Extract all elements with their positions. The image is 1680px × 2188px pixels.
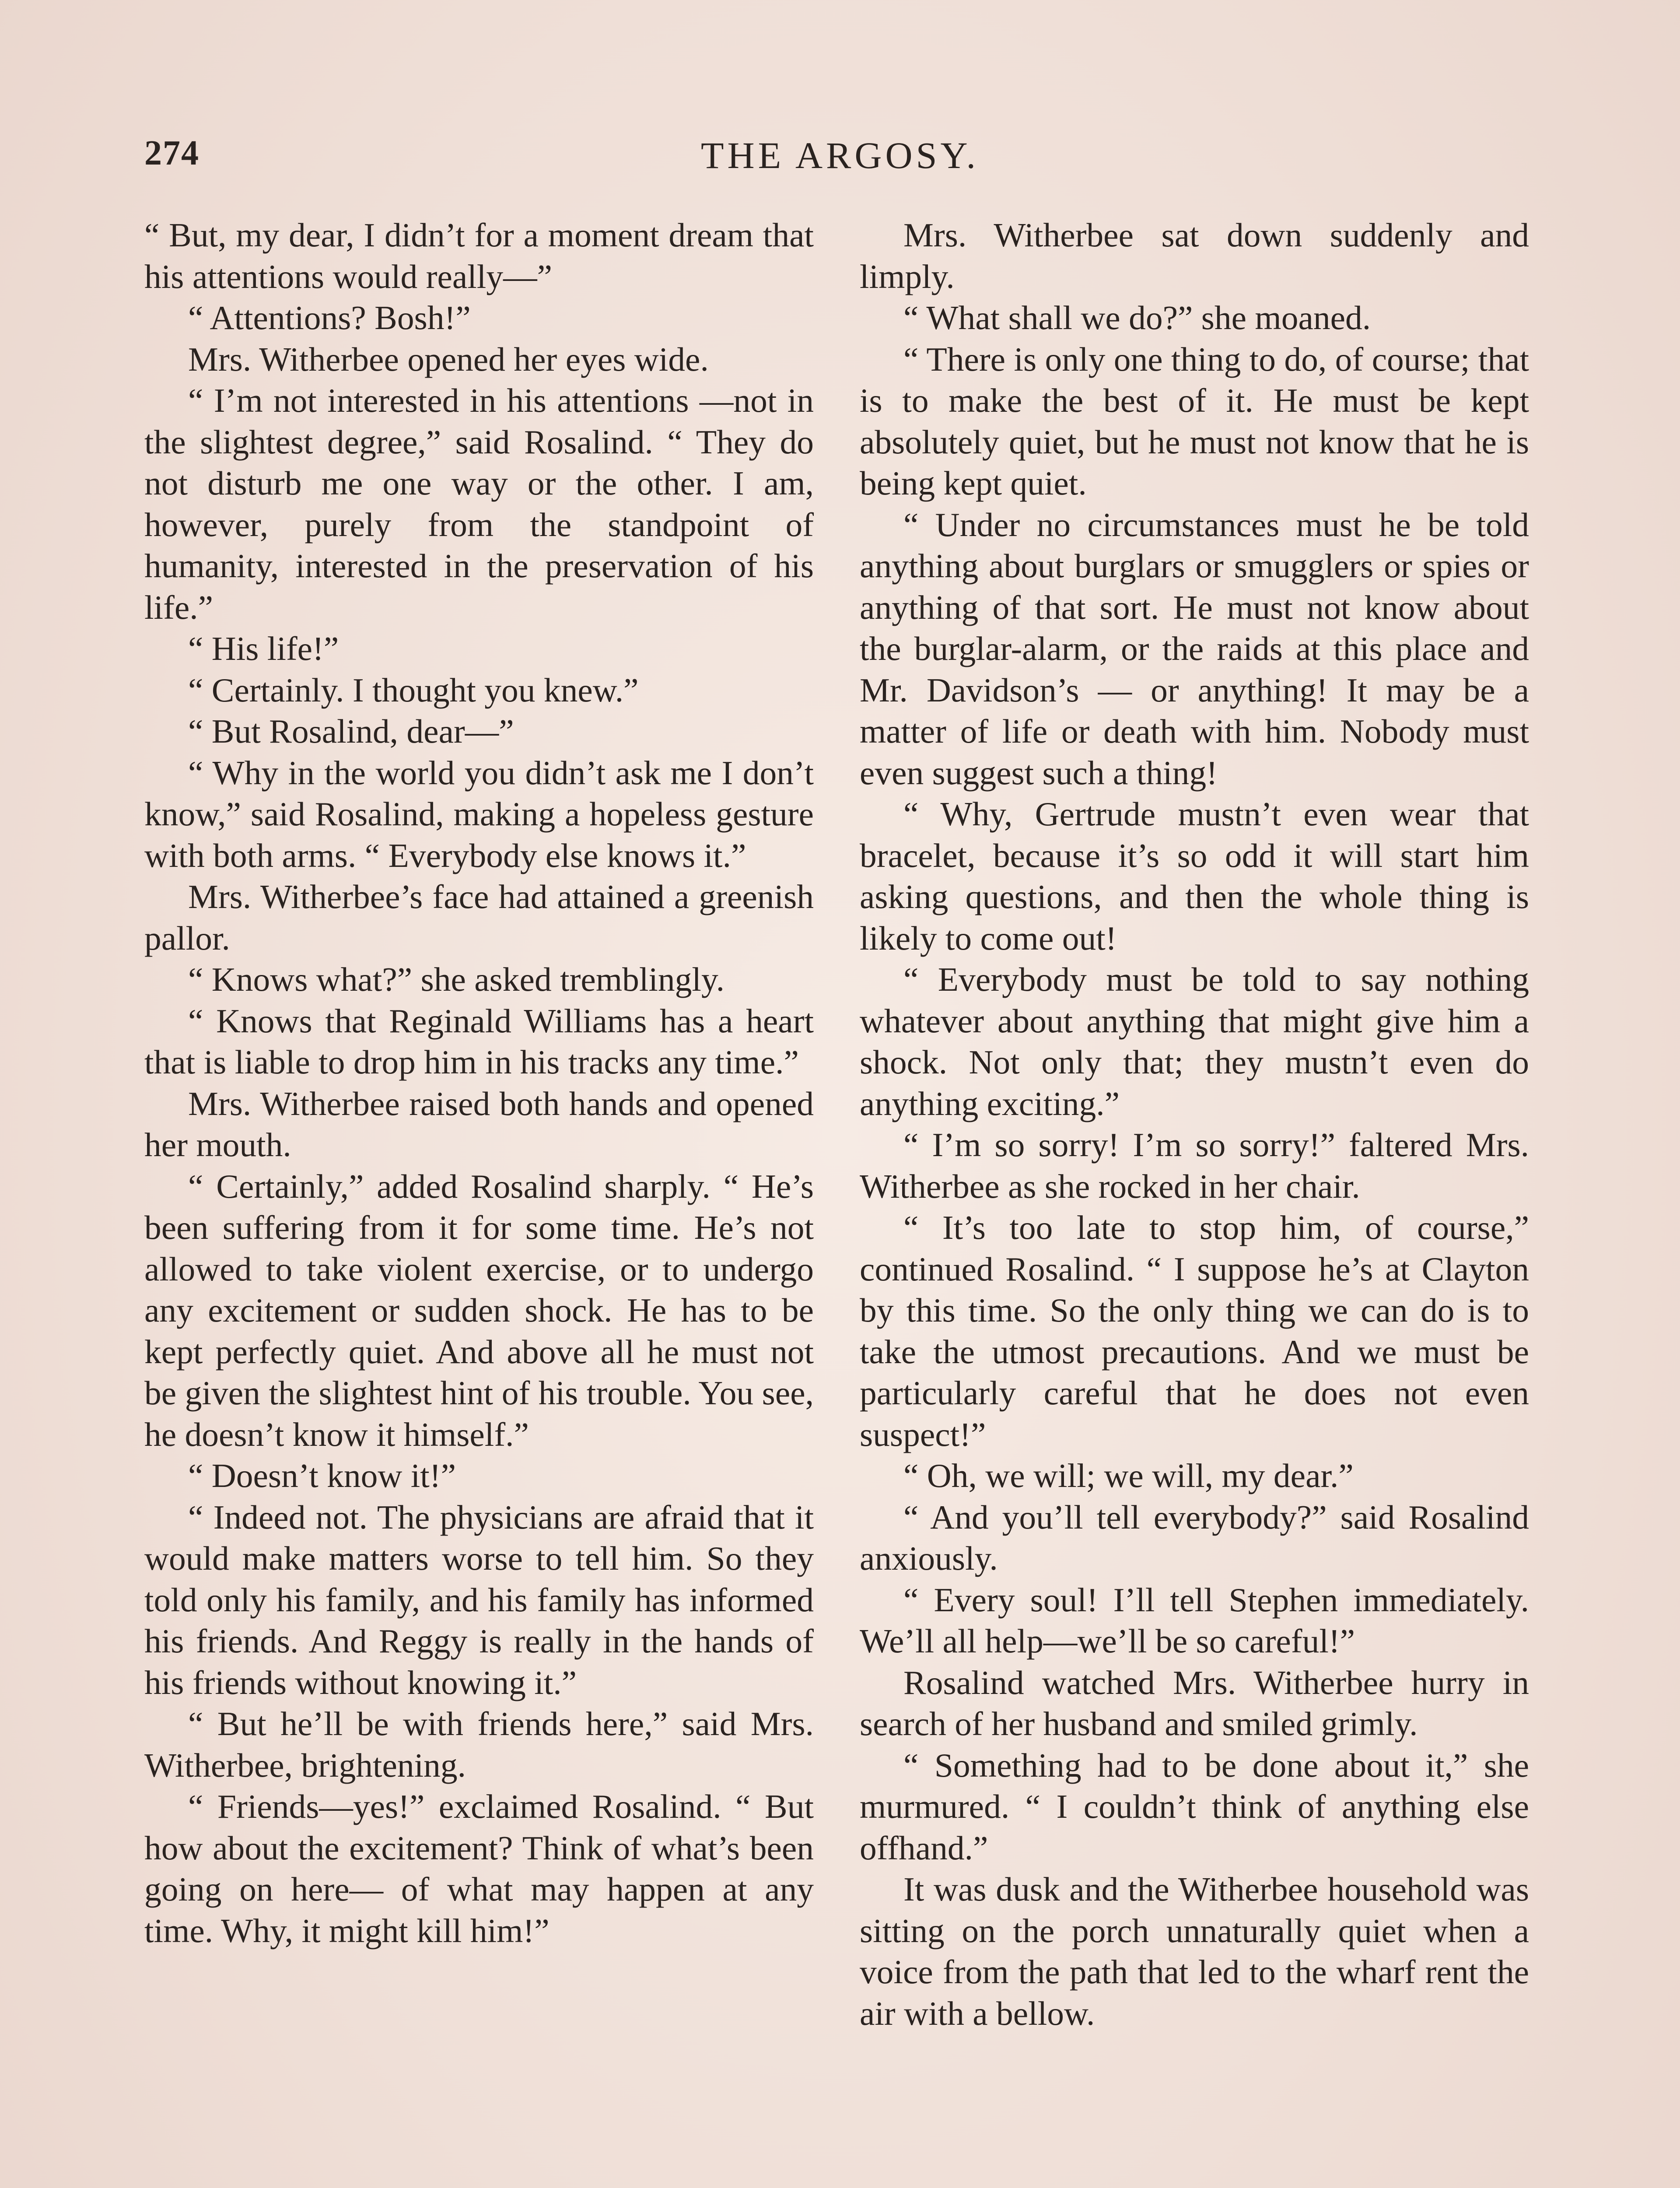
paragraph: “ Indeed not. The physicians are afraid that it would make matters worse to tell him. So they told only his family, and his family has informed his friends. And Reggy is really in the hands of his friends without knowing it.” bbox=[144, 1498, 814, 1701]
paragraph: “ Certainly,” added Rosalind sharply. “ He’s been suffering from it for some time. He’s not allowed to take violent exercise, or to undergo any excitement or sudden shock. He has to be kept perfectly quiet. And above all he must not be given the slightest hint of his trouble. You see, he doesn’t know it himself.” bbox=[144, 1167, 814, 1453]
paragraph: “ Something had to be done about it,” she murmured. “ I couldn’t think of anything else offhand.” bbox=[860, 1746, 1529, 1867]
paragraph: Mrs. Witherbee opened her eyes wide. bbox=[188, 340, 709, 378]
paragraph: “ But Rosalind, dear—” bbox=[188, 712, 514, 750]
paragraph: “ But he’ll be with friends here,” said Mrs. Witherbee, brightening. bbox=[144, 1705, 814, 1784]
left-column bbox=[144, 214, 814, 1951]
paragraph: “ It’s too late to stop him, of course,” continued Rosalind. “ I suppose he’s at Clayton by this time. So the only thing we can do is to take the utmost precautions. And we must be particularly careful that he does not even suspect!” bbox=[860, 1209, 1529, 1453]
paragraph: “ I’m not interested in his attentions —not in the slightest degree,” said Rosalind. “ They do not disturb me one way or the other. I am, however, purely from the standpoint of humanity, interested in the preservation of his life.” bbox=[144, 382, 814, 626]
paragraph: “ Certainly. I thought you knew.” bbox=[188, 671, 639, 709]
paragraph: It was dusk and the Witherbee household was sitting on the porch unnaturally quiet when a voice from the path that led to the wharf rent the air with a bellow. bbox=[860, 1870, 1529, 2032]
paragraph: Mrs. Witherbee’s face had attained a greenish pallor. bbox=[144, 878, 814, 957]
paragraph: “ Knows that Reginald Williams has a heart that is liable to drop him in his tracks any time.” bbox=[144, 1002, 814, 1081]
paragraph: “ Why in the world you didn’t ask me I don’t know,” said Rosalind, making a hopeless gesture with both arms. “ Everybody else knows it.” bbox=[144, 754, 814, 874]
paragraph: “ And you’ll tell everybody?” said Rosalind anxiously. bbox=[860, 1498, 1529, 1577]
page-number: 274 bbox=[144, 134, 200, 172]
paragraph: “ Knows what?” she asked tremblingly. bbox=[188, 961, 725, 998]
paragraph: “ Attentions? Bosh!” bbox=[188, 299, 471, 337]
paragraph: “ Every soul! I’ll tell Stephen immediately. We’ll all help—we’ll be so careful!” bbox=[860, 1581, 1529, 1660]
paragraph: Mrs. Witherbee raised both hands and opened her mouth. bbox=[144, 1084, 814, 1164]
paragraph: “ Why, Gertrude mustn’t even wear that bracelet, because it’s so odd it will start him asking questions, and then the whole thing is likely to come out! bbox=[860, 795, 1529, 957]
paragraph: “ Under no circumstances must he be told anything about burglars or smugglers or spies or anything of that sort. He must not know about the burglar-alarm, or the raids at this place and Mr. Davidson’s — or anything! It may be a matter of life or death with him. Nobody must even suggest such a thing! bbox=[860, 505, 1529, 792]
paragraph: “ What shall we do?” she moaned. bbox=[903, 299, 1371, 337]
paragraph: Rosalind watched Mrs. Witherbee hurry in search of her husband and smiled grimly. bbox=[860, 1663, 1529, 1743]
running-title: THE ARGOSY. bbox=[701, 134, 979, 176]
paragraph: “ Oh, we will; we will, my dear.” bbox=[903, 1457, 1354, 1494]
paragraph: “ Friends—yes!” exclaimed Rosalind. “ But how about the excitement? Think of what’s been going on here— of what may happen at any time. Why, it might kill him!” bbox=[144, 1788, 814, 1950]
paragraph: “ There is only one thing to do, of course; that is to make the best of it. He must be kept absolutely quiet, but he must not know that he is being kept quiet. bbox=[860, 340, 1529, 502]
right-column bbox=[860, 214, 1529, 2034]
paragraph: “ Everybody must be told to say nothing whatever about anything that might give him a shock. Not only that; they mustn’t even do anything exciting.” bbox=[860, 961, 1529, 1122]
paragraph: Mrs. Witherbee sat down suddenly and limply. bbox=[860, 216, 1529, 295]
paragraph: “ But, my dear, I didn’t for a moment dream that his attentions would really—” bbox=[144, 216, 814, 295]
paragraph: “ Doesn’t know it!” bbox=[188, 1457, 456, 1494]
paragraph: “ I’m so sorry! I’m so sorry!” faltered Mrs. Witherbee as she rocked in her chair. bbox=[860, 1126, 1529, 1205]
paragraph: “ His life!” bbox=[188, 630, 339, 667]
page-header bbox=[144, 133, 1536, 186]
